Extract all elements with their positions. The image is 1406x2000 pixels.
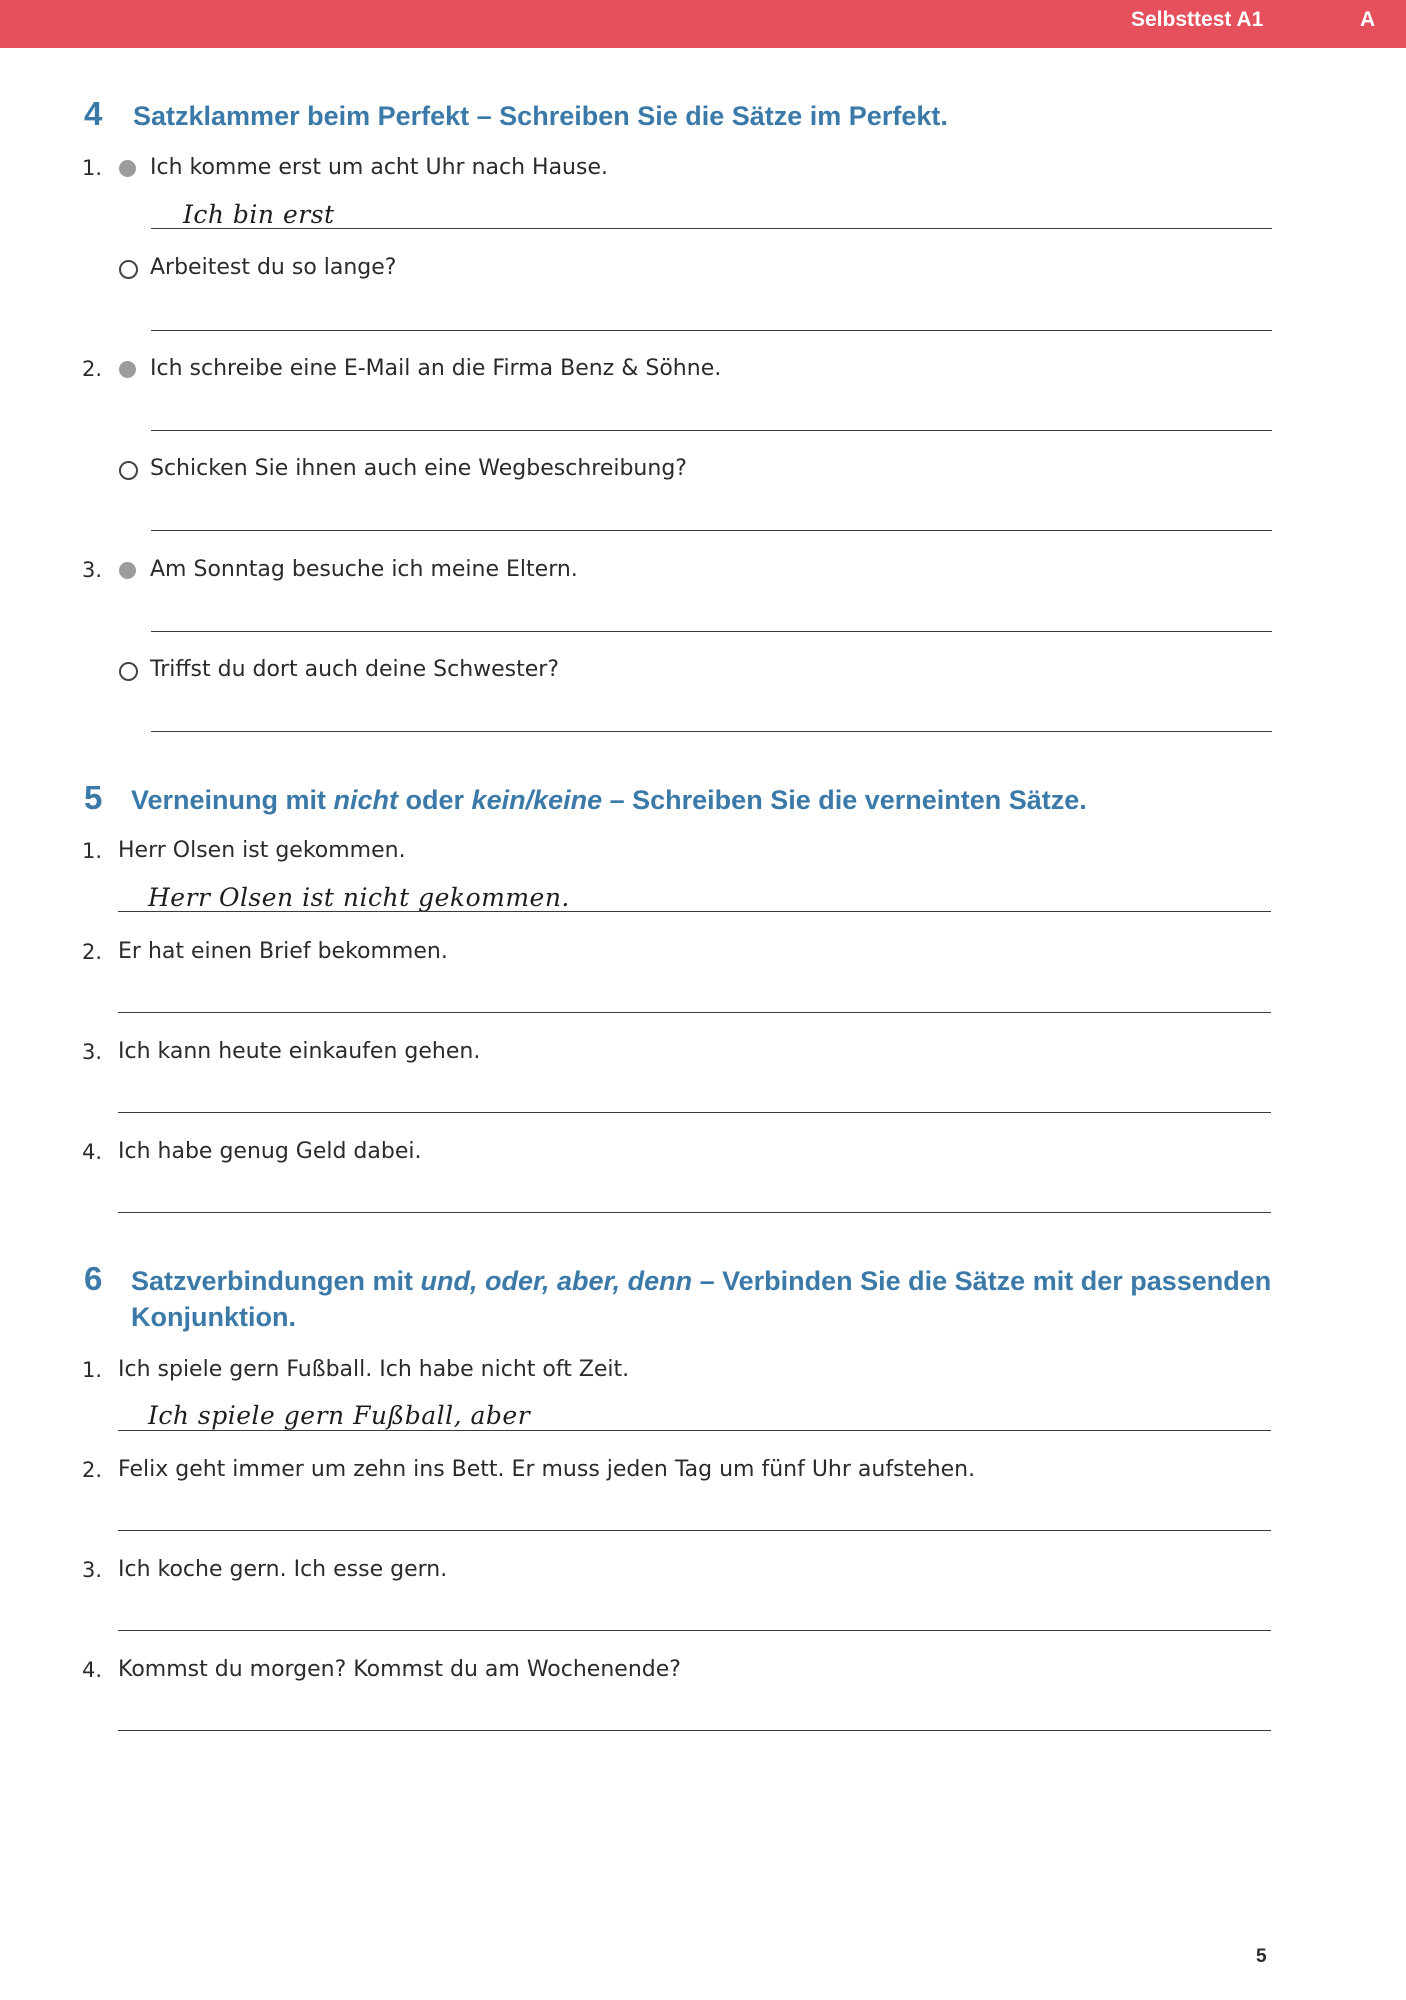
exercise-prompt: Kommst du morgen? Kommst du am Wochenende? <box>118 1657 681 1682</box>
speaker-a-icon <box>119 361 136 378</box>
exercise-prompt: Am Sonntag besuche ich meine Eltern. <box>150 557 578 582</box>
answer-line[interactable] <box>118 1112 1271 1113</box>
exercise-prompt: Schicken Sie ihnen auch eine Wegbeschreibung? <box>150 456 687 481</box>
page-number: 5 <box>1256 1946 1267 1967</box>
answer-line[interactable] <box>151 430 1272 431</box>
header-title: Selbsttest A1 <box>1131 8 1264 31</box>
section-5-title: Verneinung mit nicht oder kein/keine – Schreiben Sie die verneinten Sätze. <box>131 785 1087 815</box>
handwritten-answer: Ich spiele gern Fußball, aber <box>148 1401 531 1430</box>
item-number: 2. <box>82 1458 103 1482</box>
answer-line[interactable] <box>151 731 1272 732</box>
section-6-heading <box>84 1260 1284 1339</box>
section-4-title: Satzklammer beim Perfekt – Schreiben Sie die Sätze im Perfekt. <box>133 101 948 131</box>
header-bar <box>0 0 1406 48</box>
exercise-prompt: Ich spiele gern Fußball. Ich habe nicht oft Zeit. <box>118 1357 630 1382</box>
speaker-b-icon <box>119 662 138 681</box>
speaker-b-icon <box>119 260 138 279</box>
section-5-heading <box>84 779 1284 822</box>
answer-line[interactable] <box>151 631 1272 632</box>
handwritten-answer: Herr Olsen ist nicht gekommen. <box>148 883 570 912</box>
item-number: 3. <box>82 1558 103 1582</box>
section-6-number: 6 <box>84 1260 103 1297</box>
section-6-title: Satzverbindungen mit und, oder, aber, denn – Verbinden Sie die Sätze mit der passenden <box>131 1266 1272 1296</box>
answer-line[interactable] <box>118 1730 1271 1731</box>
exercise-prompt: Ich koche gern. Ich esse gern. <box>118 1557 448 1582</box>
header-level-letter: A <box>1360 8 1376 31</box>
handwritten-answer: Ich bin erst <box>183 200 335 229</box>
exercise-prompt: Ich komme erst um acht Uhr nach Hause. <box>150 155 608 180</box>
exercise-prompt: Triffst du dort auch deine Schwester? <box>150 657 560 682</box>
speaker-b-icon <box>119 461 138 480</box>
item-number: 4. <box>82 1140 103 1164</box>
answer-line[interactable] <box>118 1630 1271 1631</box>
answer-line[interactable] <box>118 911 1271 912</box>
exercise-prompt: Felix geht immer um zehn ins Bett. Er muss jeden Tag um fünf Uhr aufstehen. <box>118 1457 976 1482</box>
section-4-heading <box>84 95 1284 138</box>
answer-line[interactable] <box>151 330 1272 331</box>
answer-line[interactable] <box>118 1212 1271 1213</box>
item-number: 2. <box>82 357 103 381</box>
exercise-prompt: Herr Olsen ist gekommen. <box>118 838 406 863</box>
item-number: 1. <box>82 839 103 863</box>
item-number: 1. <box>82 156 103 180</box>
item-number: 2. <box>82 940 103 964</box>
section-6-title-line2: Konjunktion. <box>131 1302 296 1332</box>
speaker-a-icon <box>119 562 136 579</box>
item-number: 3. <box>82 558 103 582</box>
answer-line[interactable] <box>118 1530 1271 1531</box>
item-number: 1. <box>82 1358 103 1382</box>
answer-line[interactable] <box>151 530 1272 531</box>
exercise-prompt: Arbeitest du so lange? <box>150 255 397 280</box>
exercise-prompt: Ich habe genug Geld dabei. <box>118 1139 422 1164</box>
exercise-prompt: Er hat einen Brief bekommen. <box>118 939 448 964</box>
section-5-number: 5 <box>84 779 103 816</box>
speaker-a-icon <box>119 160 136 177</box>
answer-line[interactable] <box>118 1012 1271 1013</box>
item-number: 4. <box>82 1658 103 1682</box>
item-number: 3. <box>82 1040 103 1064</box>
exercise-prompt: Ich kann heute einkaufen gehen. <box>118 1039 481 1064</box>
exercise-prompt: Ich schreibe eine E-Mail an die Firma Benz & Söhne. <box>150 356 722 381</box>
answer-line[interactable] <box>118 1430 1271 1431</box>
section-4-number: 4 <box>84 95 103 132</box>
answer-line[interactable] <box>151 228 1272 229</box>
